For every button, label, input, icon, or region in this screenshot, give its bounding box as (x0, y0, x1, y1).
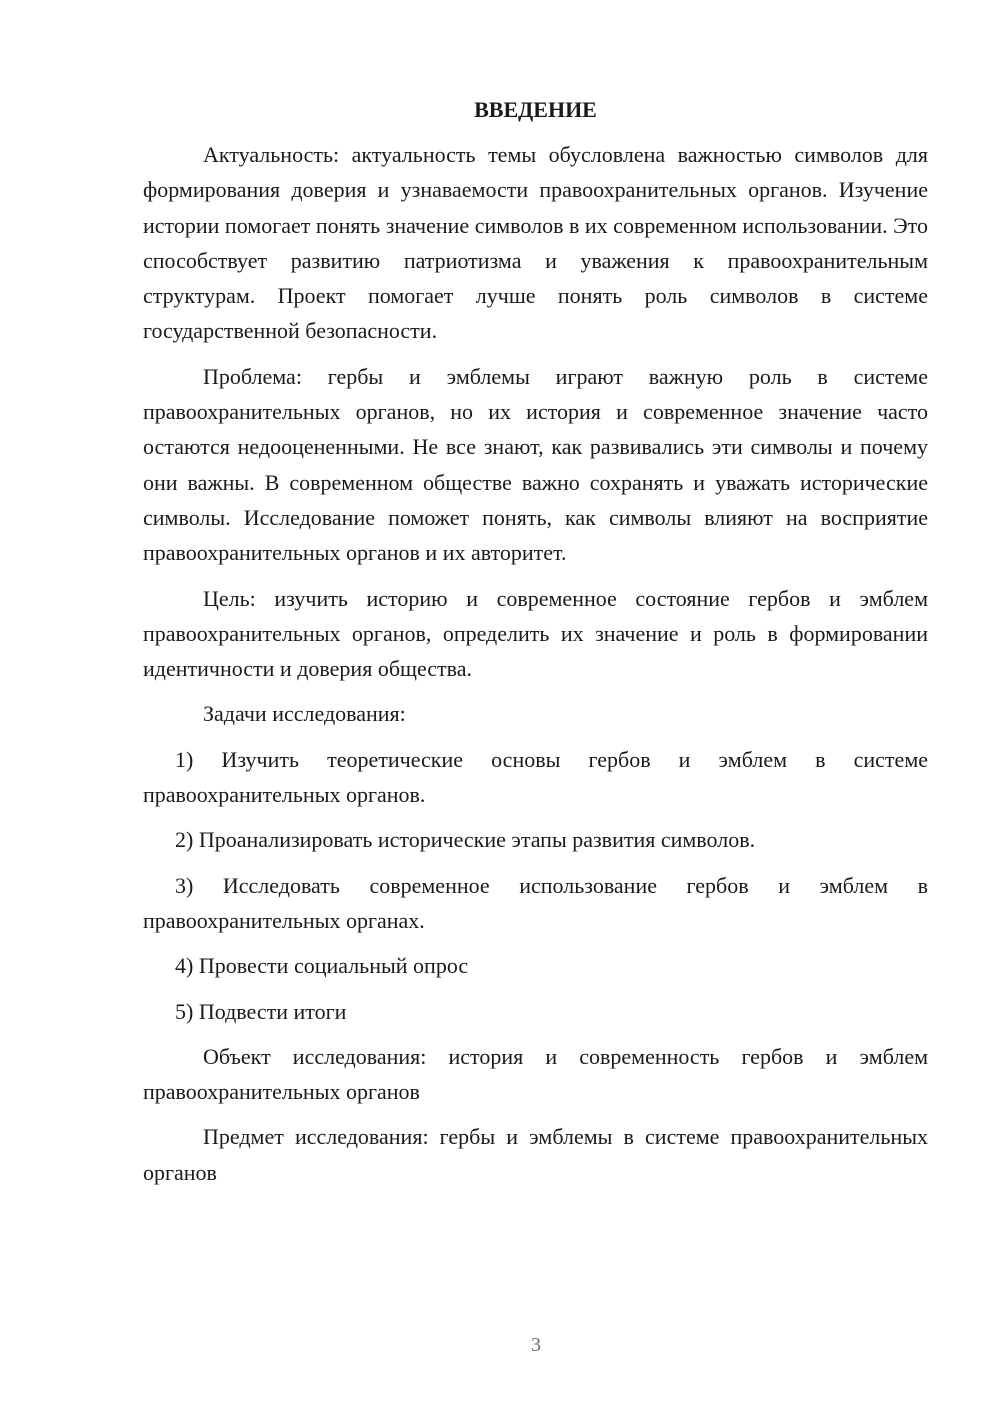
goal-paragraph: Цель: изучить историю и современное состояние гербов и эмблем правоохранительных органов, определить их значение и роль в формировании идентичности и доверия общества. (143, 585, 928, 682)
subject-paragraph: Предмет исследования: гербы и эмблемы в системе правоохранительных органов (143, 1124, 928, 1185)
task-item-3: 3) Исследовать современное использование гербов и эмблем в правоохранительных органах. (143, 872, 928, 933)
task-item-1: 1) Изучить теоретические основы гербов и эмблем в системе правоохранительных органов. (143, 746, 928, 808)
page-number: 3 (531, 1334, 541, 1356)
task-item-2: 2) Проанализировать исторические этапы развития символов. (175, 827, 756, 853)
problem-paragraph: Проблема: гербы и эмблемы играют важную роль в системе правоохранительных органов, но их история и современное значение часто остаются недооцененными. Не все знают, как развивались эти символы и почему они важны. В современном обществе важно сохранять и уважать исторические символы. Исследование поможет понять, как символы влияют на восприятие правоохранительных органов и их авторитет. (143, 363, 928, 566)
tasks-title: Задачи исследования: (203, 701, 406, 727)
object-paragraph: Объект исследования: история и современность гербов и эмблем правоохранительных органов (143, 1043, 928, 1105)
page-body (143, 92, 928, 1200)
section-heading: ВВЕДЕНИЕ (474, 97, 597, 122)
task-item-5: 5) Подвести итоги (175, 998, 347, 1024)
relevance-paragraph: Актуальность: актуальность темы обусловлена важностью символов для формирования доверия и узнаваемости правоохранительных органов. Изучение истории помогает понять значение символов в их современном использовании. Это способствует развитию патриотизма и уважения к правоохранительным структурам. Проект помогает лучше понять роль символов в системе государственной безопасности. (143, 142, 928, 344)
task-item-4: 4) Провести социальный опрос (175, 953, 469, 979)
